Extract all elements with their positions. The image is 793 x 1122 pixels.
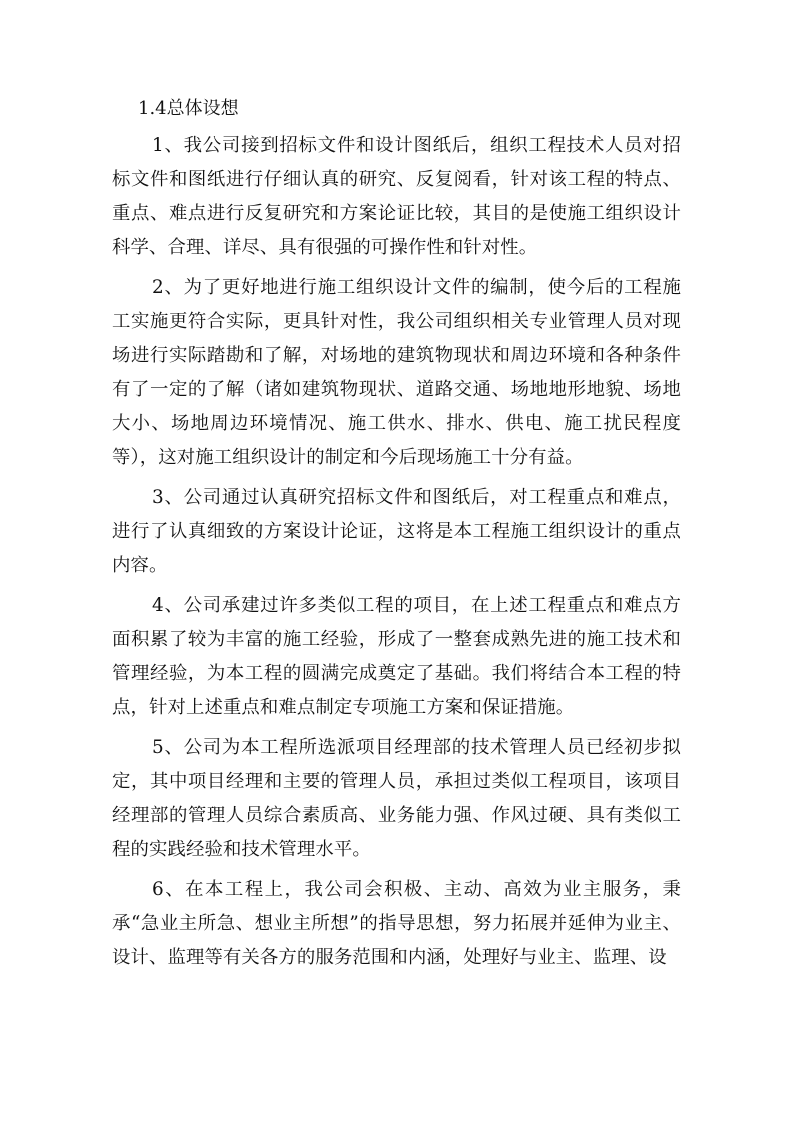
- paragraph-6: 6、在本工程上，我公司会积极、主动、高效为业主服务，秉承“急业主所急、想业主所想”的指导思想，努力拓展并延伸为业主、设计、监理等有关各方的服务范围和内涵，处理好与业主、监理、设: [112, 879, 681, 968]
- paragraph-4: 4、公司承建过许多类似工程的项目，在上述工程重点和难点方面积累了较为丰富的施工经验，形成了一整套成熟先进的施工技术和管理经验，为本工程的圆满完成奠定了基础。我们将结合本工程的特点，针对上述重点和难点制定专项施工方案和保证措施。: [112, 595, 681, 718]
- section-heading: 1.4总体设想: [138, 98, 239, 119]
- paragraph-1: 1、我公司接到招标文件和设计图纸后，组织工程技术人员对招标文件和图纸进行仔细认真的研究、反复阅看，针对该工程的特点、重点、难点进行反复研究和方案论证比较，其目的是使施工组织设计科学、合理、详尽、具有很强的可操作性和针对性。: [112, 135, 681, 258]
- paragraph-2: 2、为了更好地进行施工组织设计文件的编制，使今后的工程施工实施更符合实际，更具针对性，我公司组织相关专业管理人员对现场进行实际踏勘和了解，对场地的建筑物现状和周边环境和各种条件有了一定的了解（诸如建筑物现状、道路交通、场地地形地貌、场地大小、场地周边环境情况、施工供水、排水、供电、施工扰民程度等），这对施工组织设计的制定和今后现场施工十分有益。: [112, 277, 681, 468]
- paragraph-5: 5、公司为本工程所选派项目经理部的技术管理人员已经初步拟定，其中项目经理和主要的管理人员，承担过类似工程项目，该项目经理部的管理人员综合素质高、业务能力强、作风过硬、具有类似工程的实践经验和技术管理水平。: [112, 737, 681, 860]
- paragraph-3: 3、公司通过认真研究招标文件和图纸后，对工程重点和难点，进行了认真细致的方案设计论证，这将是本工程施工组织设计的重点内容。: [112, 487, 681, 576]
